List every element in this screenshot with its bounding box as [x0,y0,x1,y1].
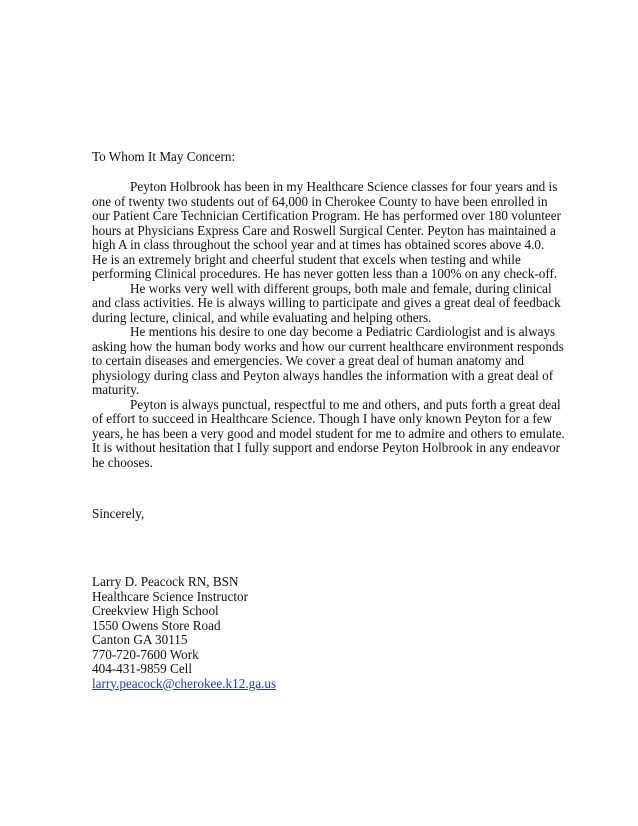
signature-address-street: 1550 Owens Store Road [92,617,221,633]
body-line: He works very well with different groups, both male and female, during clinical [130,280,552,296]
signature-email-link[interactable]: larry.peacock@cherokee.k12.ga.us [92,675,277,691]
body-line: It is without hesitation that I fully support and endorse Peyton Holbrook in any endeavor [92,440,561,455]
letter-body [92,179,565,470]
body-line: years, he has been a very good and model student for me to admire and others to emulate. [92,425,565,441]
body-line: physiology during class and Peyton always handles the information with a great deal of [92,367,554,383]
closing: Sincerely, [92,506,145,521]
body-line: hours at Physicians Express Care and Roswell Surgical Center. Peyton has maintained a [92,222,556,238]
signature-title: Healthcare Science Instructor [92,588,248,604]
body-line: He is an extremely bright and cheerful student that excels when testing and while [92,251,521,267]
body-line: asking how the human body works and how our current healthcare environment responds [92,338,564,354]
body-line: during lecture, clinical, and while evaluating and helping others. [92,309,432,325]
body-line: high A in class throughout the school year and at times has obtained scores above 4.0. [92,237,545,252]
body-line: and class activities. He is always willing to participate and gives a great deal of feedback [92,295,561,310]
body-line: one of twenty two students out of 64,000 in Cherokee County to have been enrolled in [92,193,548,209]
signature-block [92,575,276,691]
body-line: our Patient Care Technician Certification Program. He has performed over 180 volunteer [92,208,562,223]
signature-work-phone: 770-720-7600 Work [92,646,199,662]
body-line: performing Clinical procedures. He has never gotten less than a 100% on any check-off. [92,266,558,281]
body-line: Peyton Holbrook has been in my Healthcare Science classes for four years and is [130,179,558,194]
salutation: To Whom It May Concern: [92,149,236,164]
body-line: of effort to succeed in Healthcare Science. Though I have only known Peyton for a few [92,411,553,426]
body-line: Peyton is always punctual, respectful to me and others, and puts forth a great deal [130,396,561,412]
body-line: he chooses. [92,454,153,470]
signature-cell-phone: 404-431-9859 Cell [92,661,192,676]
signature-name: Larry D. Peacock RN, BSN [92,574,239,589]
signature-address-city: Canton GA 30115 [92,632,188,647]
body-line: He mentions his desire to one day become a Pediatric Cardiologist and is always [130,324,556,339]
body-line: maturity. [92,382,140,397]
signature-school: Creekview High School [92,603,219,618]
body-line: to certain diseases and emergencies. We cover a great deal of human anatomy and [92,353,524,368]
